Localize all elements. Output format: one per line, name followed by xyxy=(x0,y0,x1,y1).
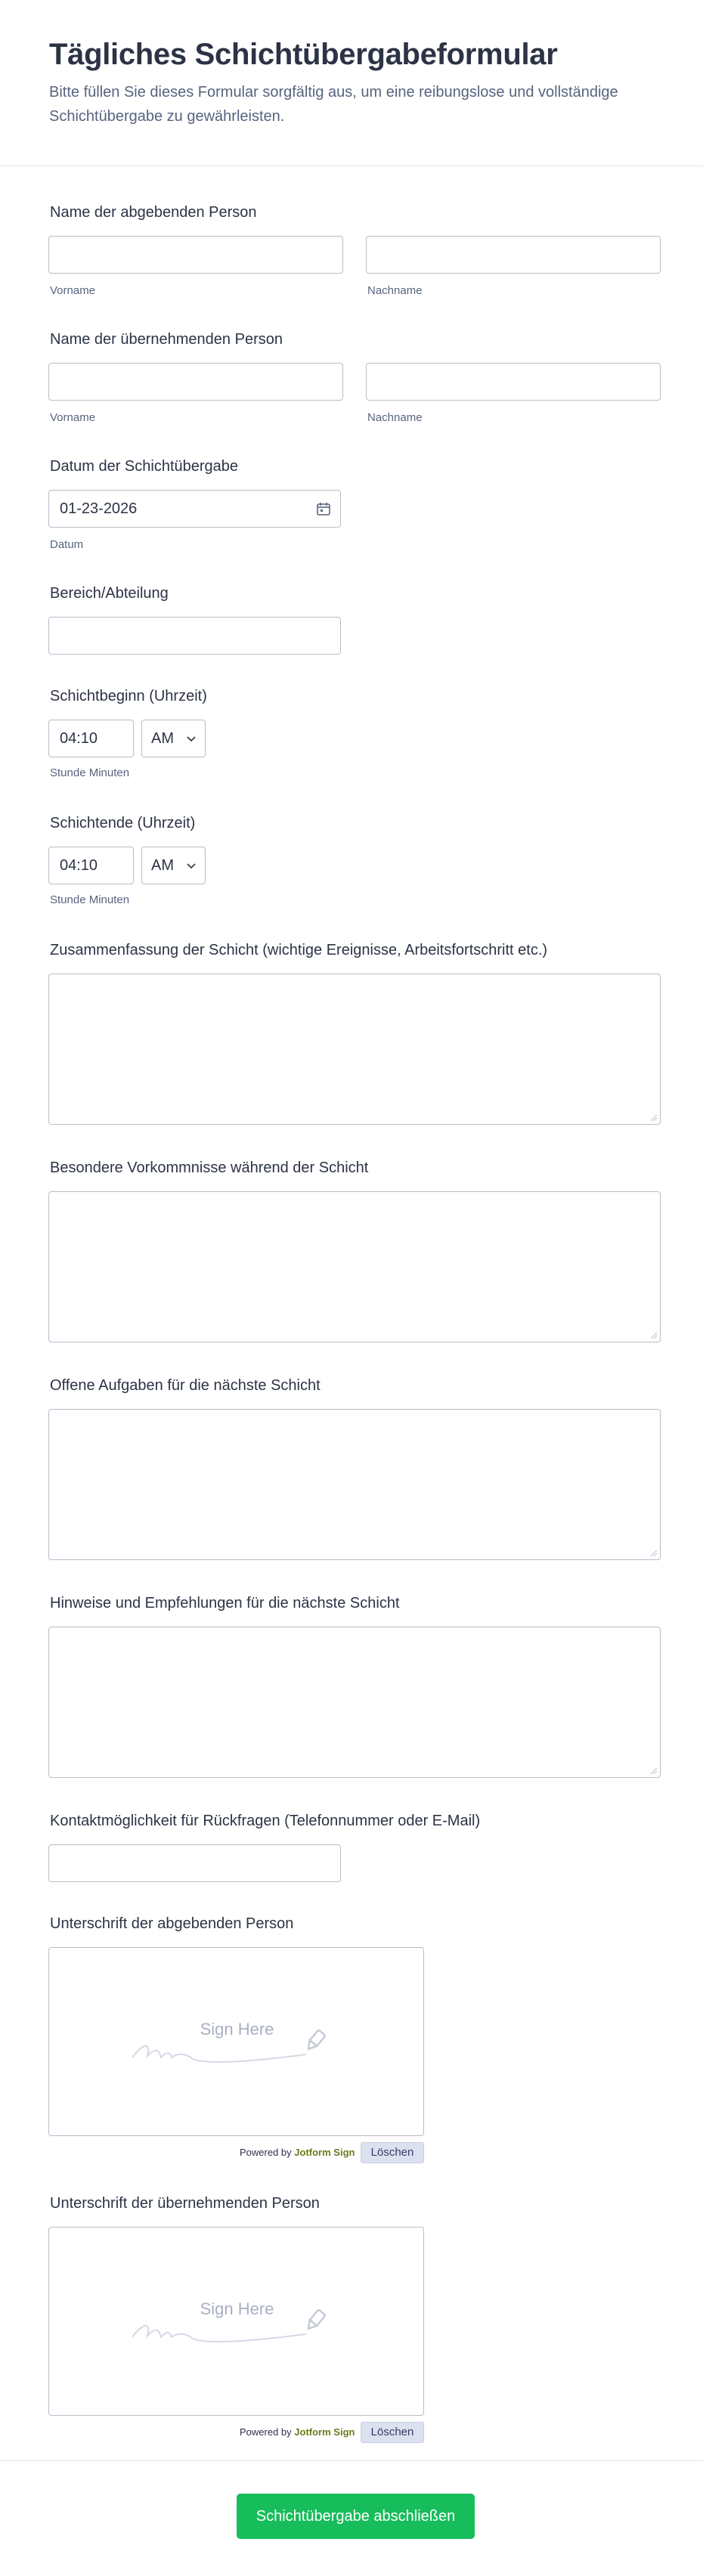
resize-handle-icon[interactable] xyxy=(649,1330,658,1339)
submit-button[interactable]: Schichtübergabe abschließen xyxy=(237,2494,475,2539)
sig-placeholder: Sign Here xyxy=(200,2299,274,2318)
shift-start-time-input[interactable] xyxy=(48,720,134,757)
sig-incoming-pad[interactable] xyxy=(48,2227,424,2416)
sig-outgoing-powered: Powered by Jotform Sign xyxy=(240,2147,355,2158)
department-label: Bereich/Abteilung xyxy=(50,585,169,602)
outgoing-name-label: Name der abgebenden Person xyxy=(50,204,257,221)
shift-end-time-value: 04:10 xyxy=(60,857,98,874)
calendar-icon[interactable] xyxy=(316,501,331,516)
footer-divider xyxy=(0,2460,703,2461)
outgoing-first-name-input[interactable] xyxy=(48,236,343,274)
jotform-sign-brand: Jotform Sign xyxy=(294,2426,355,2438)
outgoing-last-sublabel: Nachname xyxy=(367,284,423,297)
shift-end-ampm-select[interactable] xyxy=(141,847,206,884)
shift-start-ampm-select[interactable] xyxy=(141,720,206,757)
incoming-first-sublabel: Vorname xyxy=(50,411,96,424)
open-tasks-label: Offene Aufgaben für die nächste Schicht xyxy=(50,1377,321,1394)
sig-placeholder: Sign Here xyxy=(200,2020,274,2039)
form-header xyxy=(0,0,703,166)
summary-textarea[interactable] xyxy=(48,974,661,1125)
contact-input[interactable] xyxy=(48,1844,341,1882)
resize-handle-icon[interactable] xyxy=(649,1113,658,1122)
jotform-sign-brand: Jotform Sign xyxy=(294,2147,355,2158)
chevron-down-icon xyxy=(185,732,197,745)
shift-end-sublabel: Stunde Minuten xyxy=(50,893,130,906)
form-description: Bitte füllen Sie dieses Formular sorgfältig aus, um eine reibungslose und vollständige Schichtübergabe zu gewährleisten. xyxy=(49,84,618,125)
date-value: 01-23-2026 xyxy=(60,500,138,517)
incoming-first-name-input[interactable] xyxy=(48,363,343,401)
sig-incoming-powered: Powered by Jotform Sign xyxy=(240,2426,355,2438)
shift-start-label: Schichtbeginn (Uhrzeit) xyxy=(50,688,207,704)
shift-end-ampm-value: AM xyxy=(151,857,174,874)
shift-end-label: Schichtende (Uhrzeit) xyxy=(50,815,196,831)
incoming-last-sublabel: Nachname xyxy=(367,411,423,424)
shift-start-sublabel: Stunde Minuten xyxy=(50,766,130,779)
signature-pen-icon xyxy=(125,2020,352,2065)
sig-outgoing-pad[interactable] xyxy=(48,1947,424,2136)
date-sublabel: Datum xyxy=(50,538,84,551)
outgoing-first-sublabel: Vorname xyxy=(50,284,96,297)
incidents-textarea[interactable] xyxy=(48,1191,661,1342)
sig-incoming-label: Unterschrift der übernehmenden Person xyxy=(50,2195,320,2212)
shift-start-time-value: 04:10 xyxy=(60,730,98,747)
summary-label: Zusammenfassung der Schicht (wichtige Ereignisse, Arbeitsfortschritt etc.) xyxy=(50,942,548,958)
signature-pen-icon xyxy=(125,2299,352,2345)
sig-outgoing-clear-button[interactable]: Löschen xyxy=(361,2142,424,2163)
sig-incoming-clear-button[interactable]: Löschen xyxy=(361,2422,424,2443)
notes-textarea[interactable] xyxy=(48,1627,661,1778)
shift-start-ampm-value: AM xyxy=(151,730,174,747)
resize-handle-icon[interactable] xyxy=(649,1548,658,1557)
resize-handle-icon[interactable] xyxy=(649,1766,658,1775)
chevron-down-icon xyxy=(185,859,197,872)
notes-label: Hinweise und Empfehlungen für die nächste Schicht xyxy=(50,1595,400,1612)
outgoing-last-name-input[interactable] xyxy=(366,236,661,274)
department-input[interactable] xyxy=(48,617,341,655)
form-title: Tägliches Schichtübergabeformular xyxy=(49,38,558,71)
sig-outgoing-label: Unterschrift der abgebenden Person xyxy=(50,1915,294,1932)
incoming-last-name-input[interactable] xyxy=(366,363,661,401)
open-tasks-textarea[interactable] xyxy=(48,1409,661,1560)
contact-label: Kontaktmöglichkeit für Rückfragen (Telefonnummer oder E-Mail) xyxy=(50,1813,481,1829)
date-input[interactable] xyxy=(48,490,341,528)
shift-end-time-input[interactable] xyxy=(48,847,134,884)
date-label: Datum der Schichtübergabe xyxy=(50,458,239,475)
incoming-name-label: Name der übernehmenden Person xyxy=(50,331,283,348)
incidents-label: Besondere Vorkommnisse während der Schicht xyxy=(50,1160,369,1176)
